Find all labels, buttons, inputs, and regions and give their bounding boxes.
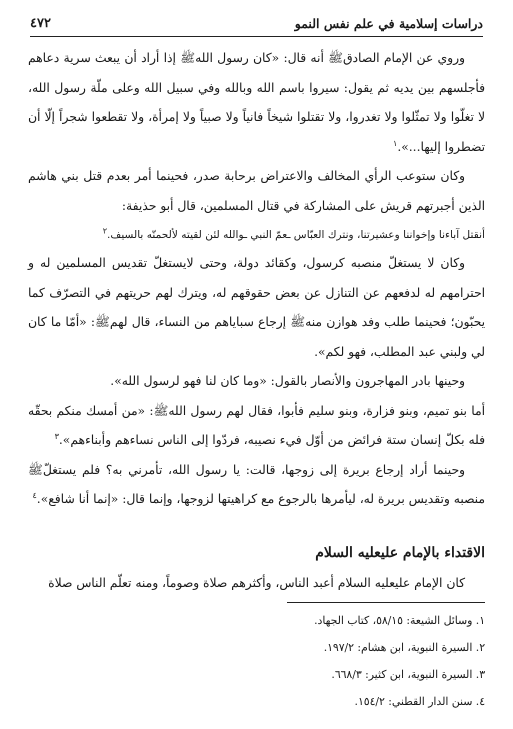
paragraph-text: وحينها بادر المهاجرون والأنصار بالقول: «وما كان لنا فهو لرسول الله». <box>110 374 465 388</box>
paragraph <box>28 44 485 162</box>
page-number: ٤٧٢ <box>30 15 51 31</box>
quote-line <box>28 221 485 249</box>
footnote-ref: ٣ <box>54 431 59 441</box>
paragraph-text: وكان ستوعب الرأي المخالف والاعتراض برحابة صدر، فحينما أمر بعدم قتل بني هاشم الذين أجبرتهم قريش على المشاركة في قتال المسلمين، قال أبو حذيفة: <box>28 169 485 213</box>
paragraph <box>28 397 485 456</box>
footnote-ref: ١ <box>393 138 398 148</box>
page-header <box>30 10 483 37</box>
paragraph <box>28 162 485 221</box>
section-intro: كان الإمام عليعليه السلام أعبد الناس، وأكثرهم صلاة وصوماً، ومنه تعلّم الناس صلاة <box>48 575 465 590</box>
footnote-divider <box>287 602 485 603</box>
footnote: ٢. السيرة النبوية، ابن هشام: ١٩٧/٢. <box>323 641 485 654</box>
footnote: ٣. السيرة النبوية، ابن كثير: ٦٦٨/٣. <box>331 668 485 681</box>
paragraph <box>28 367 485 397</box>
paragraph-text: وكان لا يستغلّ منصبه كرسول، وكقائد دولة، وحتى لايستغلّ تقديس المسلمين له و احترامهم له لدفعهم عن التنازل عن بعض حقوقهم له، ويترك لهم حريتهم في التصرّف كما يحبّون؛ فحينما طلب وفد هوازن منهﷺ إرجاع سباياهم من النساء، قال لهمﷺ: «أمّا ما كان لي ولبني عبد المطلب، فهو لكم». <box>28 256 485 359</box>
footnote: ١. وسائل الشيعة: ٥٨/١٥، كتاب الجهاد. <box>314 614 485 627</box>
footnote-ref: ٢ <box>102 226 107 236</box>
paragraph-text: وحينما أراد إرجاع بريرة إلى زوجها، قالت: يا رسول الله، تأمرني به؟ فلم يستغلّﷺ منصبه وتقديس بريرة له، ليأمرها بالرجوع مع كراهيتها لزوجها، وإنما قال: «إنما أنا شافع». <box>28 462 485 506</box>
page-body <box>28 44 485 598</box>
paragraph <box>28 456 485 515</box>
footnotes <box>180 607 485 715</box>
running-title: دراسات إسلامية في علم نفس النمو <box>294 15 483 31</box>
quote-text: أنقتل آباءنا وإخواننا وعشيرتنا، ونترك العبّاس ـعمّ النبي ـوالله لئن لقيته لألحمنّه بالسيف. <box>107 229 485 241</box>
paragraph <box>28 249 485 367</box>
footnote: ٤. سنن الدار القطني: ١٥٤/٢. <box>354 695 485 708</box>
section-heading: الاقتداء بالإمام عليعليه السلام <box>315 544 485 561</box>
paragraph-text: أما بنو تميم، وبنو فزارة، وبنو سليم فأبوا، فقال لهم رسول اللهﷺ: «من أمسك منكم بحقّه فله بكلّ إنسان ستة فرائض من أوّل فيء نصيبه، فردّوا إلى الناس نساءهم وأبناءهم». <box>28 403 485 447</box>
paragraph-text: وروي عن الإمام الصادقﷺ أنه قال: «كان رسول اللهﷺ إذا أراد أن يبعث سرية دعاهم فأجلسهم بين يديه ثم يقول: سيروا باسم الله وبالله وفي سبيل الله وعلى ملّة رسول الله، لا تغلّوا ولا تمثّلوا ولا تغدروا، ولا تقتلوا شيخاً فانياً ولا صبياً ولا إمرأة، ولا تقطعوا شجراً إلّا أن تضطروا إليها...». <box>28 51 485 154</box>
footnote-ref: ٤ <box>32 490 37 500</box>
